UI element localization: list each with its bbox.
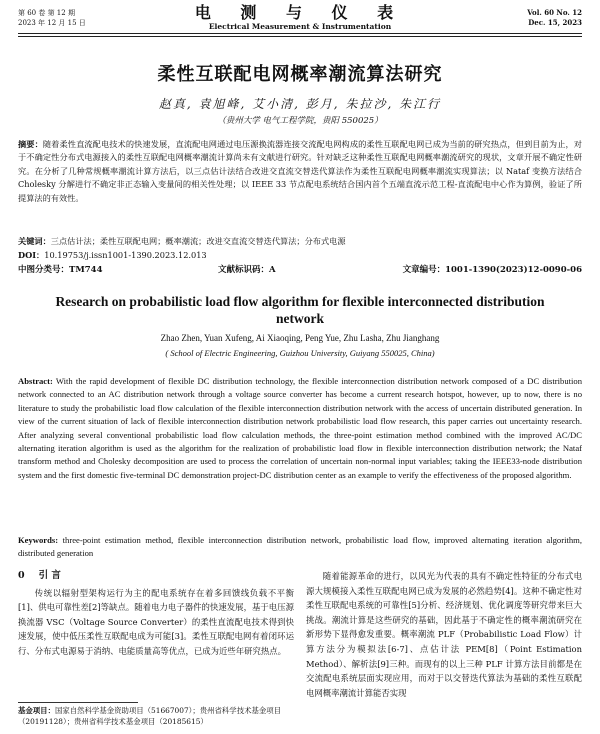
keywords-cn: [18, 235, 582, 248]
paper-title-cn: 柔性互联配电网概率潮流算法研究: [157, 64, 443, 85]
affiliation-en: ( School of Electric Engineering, Guizhou University, Guiyang 550025, China): [165, 348, 435, 358]
body-column-left: [18, 569, 294, 659]
funding-footnote: [18, 705, 294, 727]
article-number-field: 文章编号：1001-1390(2023)12-0090-06: [402, 265, 582, 275]
abstract-en-text: With the rapid development of flexible DC distribution technology, the flexible interconnection distribution network composed of a DC distribution network connected to an AC distribution network through a voltage source converter has become a current research hotspot, however, up to now, there is no literature to study the probabilistic load flow calculation of the flexible interconnection distribution network with the access of uncertain distributed generation. In view of the current situation of lack of flexible interconnection distribution network probabilistic load flow research, this paper carries out uncertainty research. After analyzing several conventional probabilistic load flow calculation methods, the three-point estimation method combined with the improved AC/DC alternating iteration algorithm is used as the algorithm for the realization of probabilistic load flow in flexible interconnection distribution network; the Nataf transform method and Cholesky decomposition are used to process the correlation of uncertain non-normal input variables; taking the IEEE33-node distribution system and the first domestic five-terminal DC demonstration project-DC distribution center as an example to verify the effectiveness of the proposed algorithm.: [18, 376, 582, 480]
section-title: 引 言: [38, 570, 61, 581]
doi-line: [18, 249, 582, 262]
intro-paragraph-left: 传统以辐射型架构运行为主的配电系统存在着多回馈线负载不平衡[1]、供电可靠性差[2]等缺点。随着电力电子器件的快速发展，基于电压源换流器 VSC（Voltage Source Converter）的柔性直流配电技术得到快速发展，使中低压柔性互联配电成为可能[3]。柔性互联配电网有着闭环运行、分布式电源易于消纳、电能质量高等优点，已成为近些年研究热点。: [18, 587, 294, 656]
affiliation-cn: （贵州大学 电气工程学院，贵阳 550025）: [217, 116, 383, 126]
funding-text: 国家自然科学基金资助项目（51667007）；贵州省科学技术基金项目（20191128）；贵州省科学技术基金项目（20185615）: [18, 706, 282, 726]
footnote-rule: [18, 702, 138, 703]
abstract-en-label: Abstract:: [18, 376, 53, 386]
doi-value: 10.19753/j.issn1001-1390.2023.12.013: [44, 250, 207, 260]
section-number: 0: [18, 570, 25, 581]
abstract-cn-label: 摘要：: [18, 139, 43, 149]
paper-title-en: Research on probabilistic load flow algorithm for flexible interconnected distribution network: [55, 294, 545, 326]
journal-name-en: Electrical Measurement & Instrumentation: [208, 22, 392, 31]
keywords-en-label: Keywords:: [18, 535, 59, 545]
funding-label: 基金项目：: [18, 706, 55, 715]
doi-label: DOI：: [18, 250, 45, 260]
body-column-right: [306, 569, 582, 700]
classification-line: [18, 263, 582, 277]
abstract-cn: [18, 138, 582, 205]
header-rule: [18, 33, 582, 34]
abstract-cn-text: 随着柔性直流配电技术的快速发展，直流配电网通过电压源换流器连接交流配电网构成的柔性互联配电网已成为当前的研究热点，但到目前为止，对于不确定性分布式电源接入的柔性互联配电网概率潮流计算尚未有文献进行研究。针对缺乏这种柔性互联配电网概率潮流研究的现状，文章开展不确定性研究。在分析了几种常规概率潮流计算方法后，以三点估计法结合改进交直流交替迭代算法作为柔性互联配电网概率潮流实现算法；以 Nataf 变换方法结合 Cholesky 分解进行不确定非正态输入变量间的相关性处理；以 IEEE 33 节点配电系统结合国内首个五端直流示范工程-直流配电中心作为算例，验证了所提算法的有效性。: [18, 139, 582, 203]
clc-field: 中图分类号：TM744: [18, 265, 103, 275]
keywords-cn-text: 三点估计法；柔性互联配电网；概率潮流；改进交直流交替迭代算法；分布式电源: [50, 236, 346, 246]
journal-name-cn: 电 测 与 仪 表: [194, 3, 406, 22]
authors-en: Zhao Zhen, Yuan Xufeng, Ai Xiaoqing, Peng Yue, Zhu Lasha, Zhu Jianghang: [160, 333, 440, 343]
intro-paragraph-right: 随着能源革命的进行，以风光为代表的具有不确定性特征的分布式电源大规模接入柔性互联配电网已成为发展的必然趋势[4]。这种不确定性对柔性互联配电系统的可靠性[5]分析、经济规划、优化调度等研究带来巨大挑战。潮流计算是这些研究的基础，因此基于不确定性的概率潮流研究在新形势下显得愈发重要。概率潮流 PLF（Probabilistic Load Flow）计算方法分为模拟法[6-7]、点估计法 PEM[8]（Point Estimation Method）、解析法[9]三种。而现有的以上三种 PLF 计算方法目前都是在交流配电系统层面实现应用，而对于以交替迭代算法为基础的柔性互联配电网概率潮流计算能否实现: [306, 571, 582, 698]
header-rule-thin: [18, 36, 582, 37]
authors-cn: 赵真, 袁旭峰, 艾小清, 彭月, 朱拉沙, 朱江行: [158, 97, 442, 111]
volume-issue-cn: 第 60 卷 第 12 期: [18, 9, 75, 17]
running-header-right: [527, 8, 582, 28]
section-heading: [18, 569, 294, 584]
keywords-en-text: three-point estimation method, flexible interconnection distribution network, probabilistic load flow, improved alternating iteration algorithm, distributed generation: [18, 535, 582, 559]
volume-issue-en: Vol. 60 No. 12: [527, 8, 582, 17]
document-code-field: 文献标识码：A: [218, 265, 276, 275]
journal-masthead: [0, 4, 600, 32]
abstract-en: [18, 375, 582, 482]
date-cn: 2023 年 12 月 15 日: [18, 19, 86, 27]
date-en: Dec. 15, 2023: [528, 18, 582, 27]
keywords-en: [18, 534, 582, 561]
keywords-cn-label: 关键词：: [18, 236, 51, 246]
